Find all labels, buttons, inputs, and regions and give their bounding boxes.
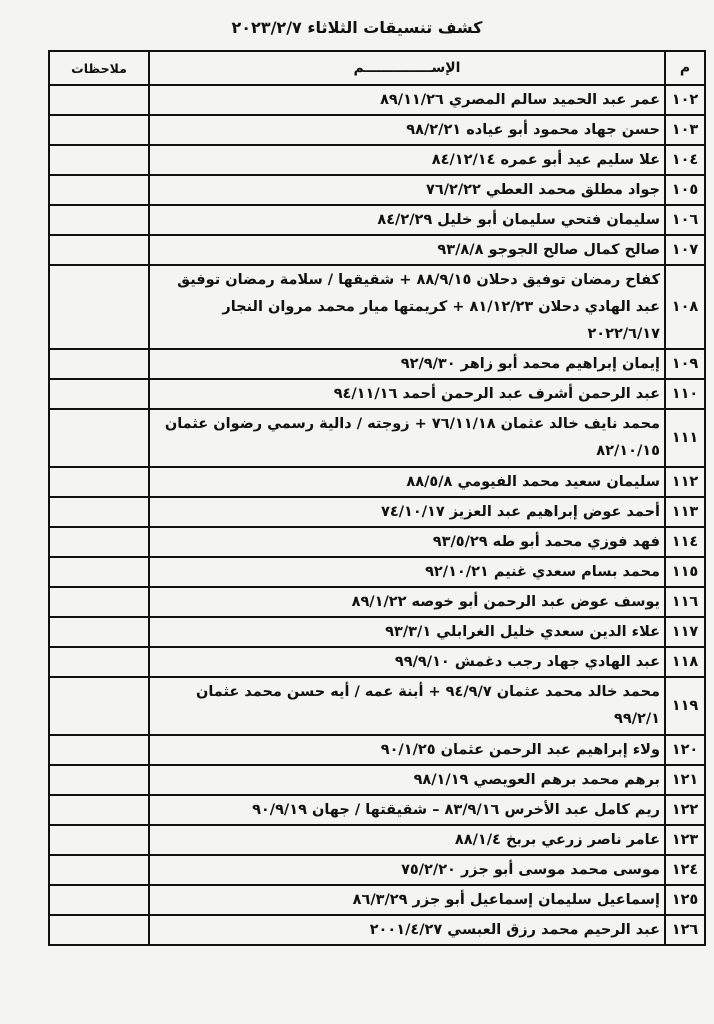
row-number: ١٢٢ [665,795,705,825]
row-number: ١٠٧ [665,235,705,265]
table-row [49,855,705,885]
table-row [49,85,705,115]
row-number: ١٠٦ [665,205,705,235]
header-name: الإســــــــــــــم [149,51,665,85]
coordination-sheet [50,50,706,946]
header-number: م [665,51,705,85]
table-row [49,885,705,915]
row-notes [49,557,149,587]
table-body [49,85,705,945]
row-notes [49,85,149,115]
table-row [49,145,705,175]
table-row [49,467,705,497]
row-notes [49,915,149,945]
row-number: ١٠٨ [665,265,705,349]
row-number: ١١٠ [665,379,705,409]
table-row [49,349,705,379]
row-notes [49,349,149,379]
table-row [49,265,705,349]
table-row [49,235,705,265]
row-notes [49,409,149,467]
page-title: كشف تنسيقات الثلاثاء ٢٠٢٣/٢/٧ [231,18,483,37]
row-name: كفاح رمضان توفيق دحلان ٨٨/٩/١٥ + شقيقها / سلامة رمضان توفيق عبد الهادي دحلان ٨١/١٢/٢٣ + كريمتها ميار محمد مروان النجار ٢٠٢٢/٦/١٧ [149,265,665,349]
row-name: محمد نايف خالد عثمان ٧٦/١١/١٨ + زوجته / دالية رسمي رضوان عثمان ٨٢/١٠/١٥ [149,409,665,467]
table-row [49,379,705,409]
row-number: ١١٥ [665,557,705,587]
table-row [49,557,705,587]
table-row [49,825,705,855]
row-notes [49,885,149,915]
row-name: علاء الدين سعدي خليل الغرابلي ٩٣/٣/١ [149,617,665,647]
row-number: ١٢٤ [665,855,705,885]
row-number: ١١٤ [665,527,705,557]
row-notes [49,587,149,617]
table-row [49,765,705,795]
row-notes [49,647,149,677]
row-name: محمد خالد محمد عثمان ٩٤/٩/٧ + أبنة عمه / أيه حسن محمد عثمان ٩٩/٢/١ [149,677,665,735]
table-row [49,735,705,765]
header-notes: ملاحظات [49,51,149,85]
row-number: ١٠٩ [665,349,705,379]
table-row [49,617,705,647]
row-notes [49,617,149,647]
table-row [49,409,705,467]
row-number: ١١٢ [665,467,705,497]
row-notes [49,235,149,265]
table-header-row [49,51,705,85]
row-notes [49,205,149,235]
row-number: ١٢٣ [665,825,705,855]
row-notes [49,115,149,145]
table-row [49,647,705,677]
row-name: جواد مطلق محمد العطي ٧٦/٢/٢٢ [149,175,665,205]
row-name: ريم كامل عبد الأخرس ٨٣/٩/١٦ – شقيقتها / جهان ٩٠/٩/١٩ [149,795,665,825]
row-notes [49,145,149,175]
names-table [48,50,706,946]
row-notes [49,765,149,795]
row-name: ولاء إبراهيم عبد الرحمن عثمان ٩٠/١/٢٥ [149,735,665,765]
row-name: عبد الرحمن أشرف عبد الرحمن أحمد ٩٤/١١/١٦ [149,379,665,409]
row-name: صالح كمال صالح الجوجو ٩٣/٨/٨ [149,235,665,265]
row-number: ١١٦ [665,587,705,617]
row-notes [49,265,149,349]
row-number: ١٢٦ [665,915,705,945]
row-name: فهد فوزي محمد أبو طه ٩٣/٥/٢٩ [149,527,665,557]
row-name: عمر عبد الحميد سالم المصري ٨٩/١١/٢٦ [149,85,665,115]
table-row [49,527,705,557]
row-number: ١٢١ [665,765,705,795]
row-name: محمد بسام سعدي غنيم ٩٢/١٠/٢١ [149,557,665,587]
row-number: ١٠٤ [665,145,705,175]
row-notes [49,795,149,825]
row-notes [49,527,149,557]
row-notes [49,855,149,885]
row-number: ١١٨ [665,647,705,677]
row-notes [49,677,149,735]
row-number: ١١٣ [665,497,705,527]
table-row [49,795,705,825]
row-notes [49,467,149,497]
table-row [49,497,705,527]
row-name: برهم محمد برهم العويصي ٩٨/١/١٩ [149,765,665,795]
row-notes [49,379,149,409]
row-name: يوسف عوض عبد الرحمن أبو خوصه ٨٩/١/٢٢ [149,587,665,617]
table-row [49,175,705,205]
row-number: ١٢٠ [665,735,705,765]
row-number: ١٢٥ [665,885,705,915]
row-name: أحمد عوض إبراهيم عبد العزيز ٧٤/١٠/١٧ [149,497,665,527]
row-name: سليمان فتحي سليمان أبو خليل ٨٤/٢/٢٩ [149,205,665,235]
row-name: عبد الرحيم محمد رزق العبسي ٢٠٠١/٤/٢٧ [149,915,665,945]
row-notes [49,497,149,527]
row-name: إيمان إبراهيم محمد أبو زاهر ٩٢/٩/٣٠ [149,349,665,379]
row-number: ١٠٢ [665,85,705,115]
row-name: موسى محمد موسى أبو جزر ٧٥/٢/٢٠ [149,855,665,885]
row-number: ١١١ [665,409,705,467]
table-row [49,115,705,145]
table-row [49,677,705,735]
table-row [49,205,705,235]
row-number: ١٠٥ [665,175,705,205]
row-number: ١٠٣ [665,115,705,145]
row-name: سليمان سعيد محمد الفيومي ٨٨/٥/٨ [149,467,665,497]
row-notes [49,735,149,765]
row-number: ١١٧ [665,617,705,647]
table-row [49,587,705,617]
row-name: عامر ناصر زرعي بربخ ٨٨/١/٤ [149,825,665,855]
row-name: حسن جهاد محمود أبو عياده ٩٨/٢/٢١ [149,115,665,145]
row-notes [49,175,149,205]
row-name: عبد الهادي جهاد رجب دغمش ٩٩/٩/١٠ [149,647,665,677]
table-row [49,915,705,945]
row-notes [49,825,149,855]
row-number: ١١٩ [665,677,705,735]
row-name: إسماعيل سليمان إسماعيل أبو جزر ٨٦/٣/٢٩ [149,885,665,915]
row-name: علا سليم عيد أبو عمره ٨٤/١٢/١٤ [149,145,665,175]
